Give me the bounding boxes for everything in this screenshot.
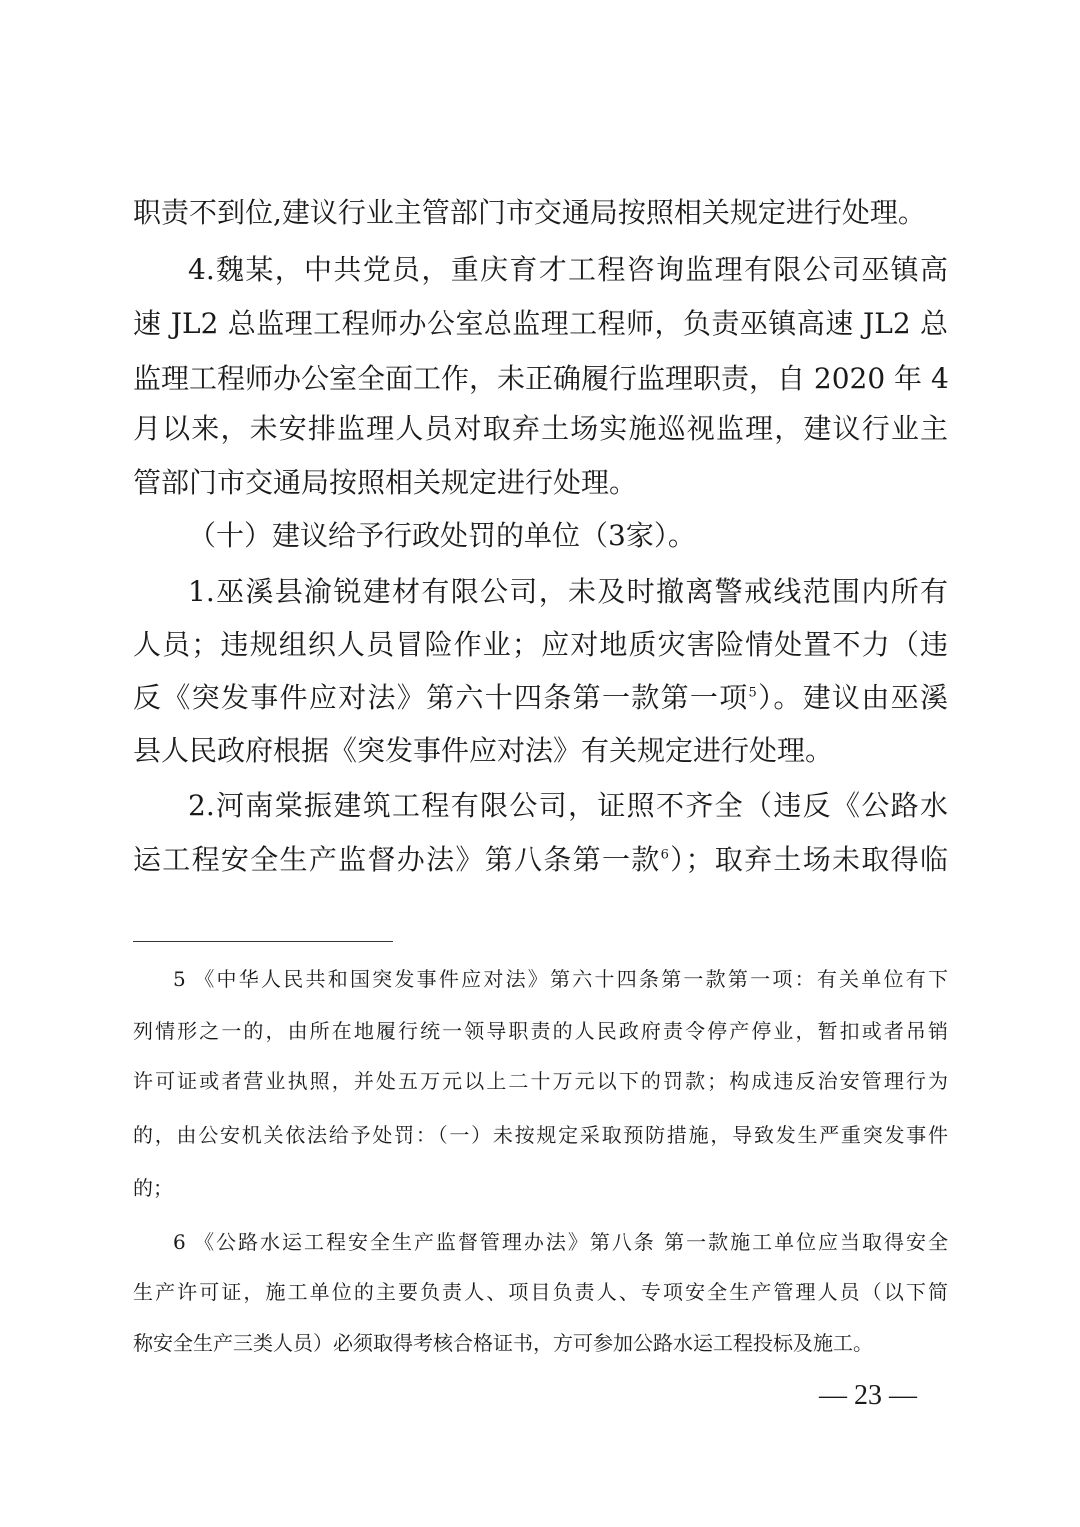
footnote-separator [133,941,393,942]
footnote-line: 的； [133,1176,173,1200]
footnote-line: 列情形之一的，由所在地履行统一领导职责的人民政府责令停产停业，暂扣或者吊销 [133,1019,948,1043]
paragraph-line: 职责不到位,建议行业主管部门市交通局按照相关规定进行处理。 [133,196,926,229]
paragraph-line: 1.巫溪县渝锐建材有限公司，未及时撤离警戒线范围内所有 [188,575,948,608]
paragraph-text: ）。建议由巫溪 [756,681,948,714]
footnote-5: 5 《中华人民共和国突发事件应对法》第六十四条第一款第一项：有关单位有下 [173,967,948,991]
footnote-ref-6: 6 [660,847,669,863]
footnote-6: 6 《公路水运工程安全生产监督管理办法》第八条 第一款施工单位应当取得安全 [173,1230,948,1254]
paragraph-line-with-footnote-ref [133,678,948,718]
paragraph-line: 月以来，未安排监理人员对取弃土场实施巡视监理，建议行业主 [133,412,948,445]
paragraph-line: 4.魏某，中共党员，重庆育才工程咨询监理有限公司巫镇高 [188,253,948,286]
footnote-line: 的，由公安机关依法给予处罚：（一）未按规定采取预防措施，导致发生严重突发事件 [133,1123,948,1147]
section-heading: （十）建议给予行政处罚的单位（3家）。 [188,519,696,552]
paragraph-line-with-footnote-ref [133,840,948,880]
footnote-ref-5: 5 [748,685,757,701]
paragraph-text: 反《突发事件应对法》第六十四条第一款第一项 [133,681,749,714]
paragraph-text: 运工程安全生产监督办法》第八条第一款 [133,843,661,876]
paragraph-text: ）；取弃土场未取得临 [668,843,948,876]
footnote-line: 许可证或者营业执照，并处五万元以上二十万元以下的罚款；构成违反治安管理行为 [133,1069,948,1093]
paragraph-line: 监理工程师办公室全面工作，未正确履行监理职责，自 2020 年 4 [133,362,949,395]
paragraph-line: 管部门市交通局按照相关规定进行处理。 [133,466,638,499]
page-number: — 23 — [819,1380,917,1411]
paragraph-line: 速 JL2 总监理工程师办公室总监理工程师，负责巫镇高速 JL2 总 [133,307,948,340]
paragraph-line: 2.河南棠振建筑工程有限公司，证照不齐全（违反《公路水 [188,789,948,822]
footnote-line: 称安全生产三类人员）必须取得考核合格证书，方可参加公路水运工程投标及施工。 [133,1331,873,1355]
paragraph-line: 人员；违规组织人员冒险作业；应对地质灾害险情处置不力（违 [133,628,948,661]
paragraph-line: 县人民政府根据《突发事件应对法》有关规定进行处理。 [133,734,834,767]
footnote-line: 生产许可证，施工单位的主要负责人、项目负责人、专项安全生产管理人员（以下简 [133,1280,948,1304]
